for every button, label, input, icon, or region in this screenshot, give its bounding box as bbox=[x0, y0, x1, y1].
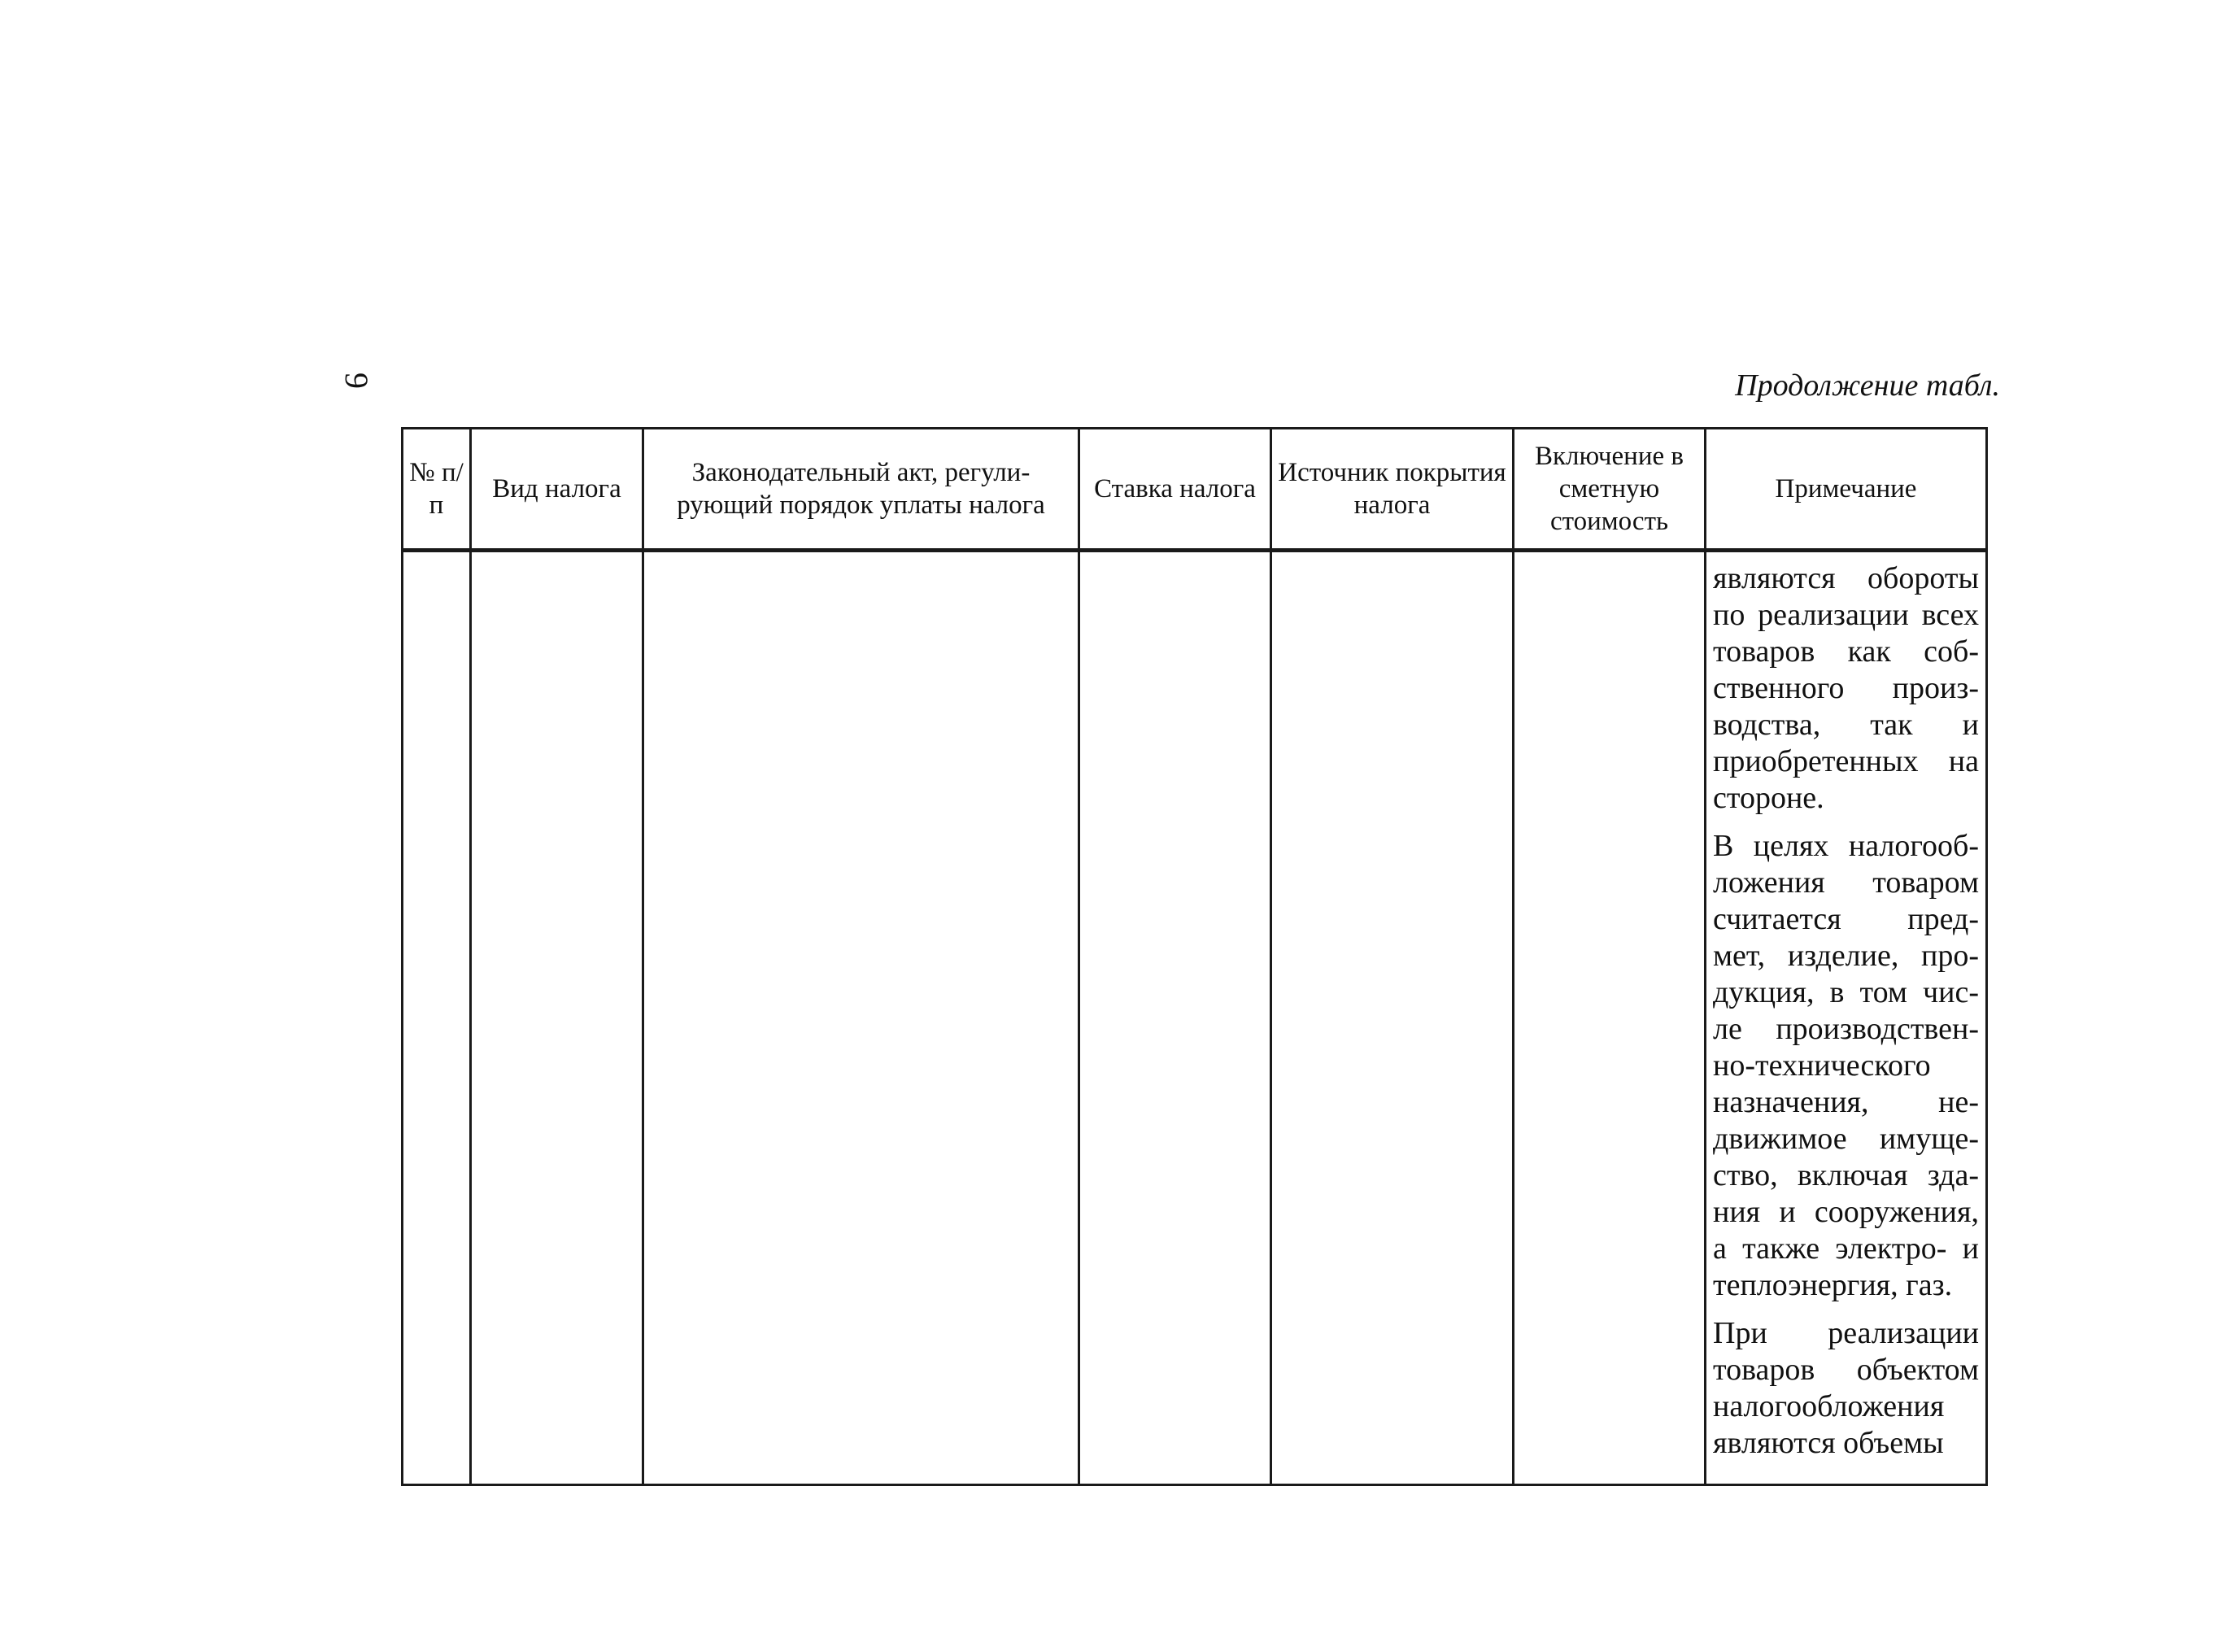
cell-source bbox=[1271, 551, 1514, 1485]
continuation-label: Продолжение табл. bbox=[1735, 368, 2000, 403]
cell-inclusion bbox=[1514, 551, 1706, 1485]
cell-rate bbox=[1079, 551, 1271, 1485]
note-line: назначения, не- bbox=[1713, 1085, 1979, 1119]
note-paragraph bbox=[1713, 560, 1979, 817]
header-tax-type: Вид налога bbox=[471, 429, 643, 551]
header-note: Примечание bbox=[1706, 429, 1987, 551]
table-row bbox=[403, 551, 1987, 1485]
note-line: но-технического bbox=[1713, 1048, 1931, 1083]
note-line: считается пред- bbox=[1713, 902, 1979, 936]
note-line: водства, так и bbox=[1713, 708, 1979, 742]
note-paragraph bbox=[1713, 828, 1979, 1304]
note-line: движимое имуще- bbox=[1713, 1122, 1979, 1156]
cell-legal-act bbox=[643, 551, 1079, 1485]
page-number: 9 bbox=[338, 373, 375, 389]
note-line: теплоэнергия, газ. bbox=[1713, 1268, 1953, 1302]
note-line: являются обороты bbox=[1713, 561, 1979, 595]
note-line: товаров объектом bbox=[1713, 1353, 1979, 1387]
note-line: ле производствен- bbox=[1713, 1012, 1979, 1046]
note-paragraph bbox=[1713, 1315, 1979, 1462]
tax-table bbox=[401, 427, 1988, 1486]
note-line: мет, изделие, про- bbox=[1713, 939, 1979, 973]
note-line: стороне. bbox=[1713, 781, 1824, 815]
note-line: ложения товаром bbox=[1713, 865, 1979, 900]
note-line: налогообложения bbox=[1713, 1389, 1945, 1423]
note-line: приобретенных на bbox=[1713, 744, 1979, 778]
cell-tax-type bbox=[471, 551, 643, 1485]
header-inclusion: Включение в сметную стоимость bbox=[1514, 429, 1706, 551]
note-line: дукция, в том чис- bbox=[1713, 975, 1979, 1009]
note-line: являются объемы bbox=[1713, 1426, 1944, 1460]
note-line: ния и сооружения, bbox=[1713, 1195, 1979, 1229]
note-line: товаров как соб- bbox=[1713, 634, 1979, 669]
table-header-row bbox=[403, 429, 1987, 551]
cell-number bbox=[403, 551, 471, 1485]
header-source: Источник покрытия налога bbox=[1271, 429, 1514, 551]
header-rate: Ставка налога bbox=[1079, 429, 1271, 551]
header-legal-act: Законодательный акт, регули-рующий порядок уплаты налога bbox=[643, 429, 1079, 551]
note-line: по реализации всех bbox=[1713, 598, 1979, 632]
note-line: При реализации bbox=[1713, 1316, 1979, 1350]
note-line: ство, включая зда- bbox=[1713, 1158, 1979, 1192]
cell-note bbox=[1706, 551, 1987, 1485]
note-line: ственного произ- bbox=[1713, 671, 1979, 705]
note-line: В целях налогооб- bbox=[1713, 829, 1979, 863]
header-number: № п/п bbox=[403, 429, 471, 551]
note-line: а также электро- и bbox=[1713, 1231, 1979, 1266]
